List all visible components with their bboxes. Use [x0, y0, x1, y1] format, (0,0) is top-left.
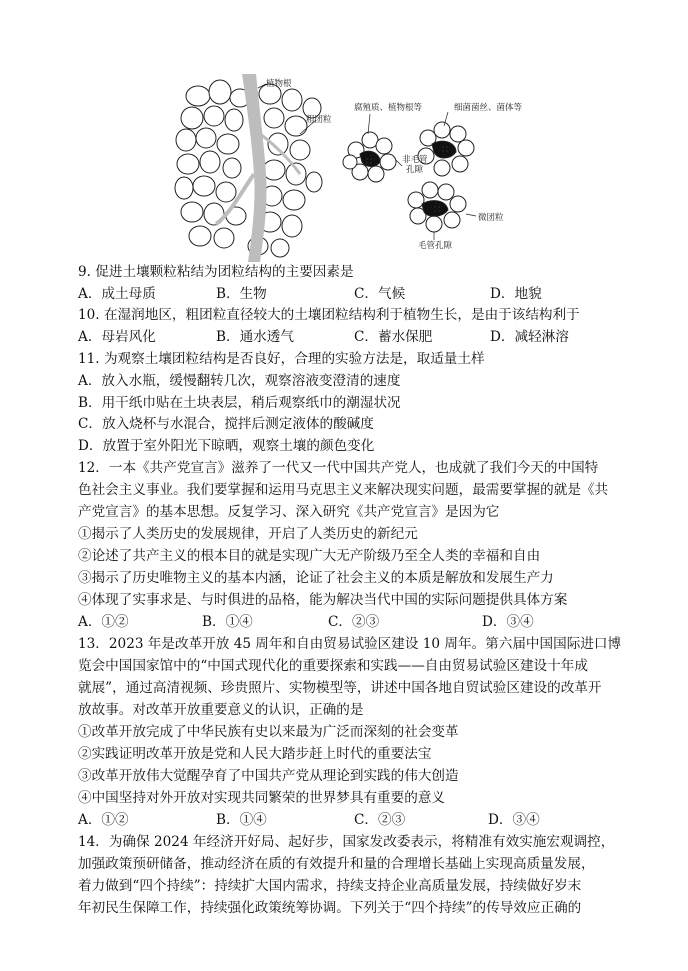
q11-option-d[interactable]: D．放置于室外阳光下晾晒，观察土壤的颜色变化 [78, 438, 375, 454]
q12-item-1: ①揭示了人类历史的发展规律，开启了人类历史的新纪元 [78, 526, 418, 542]
q13-stem-line-4: 放故事。对改革开放重要意义的认识，正确的是 [78, 702, 364, 718]
q13-option-c[interactable]: C．②③ [354, 812, 406, 828]
q9-option-a[interactable]: A．成土母质 [78, 286, 156, 302]
q11-option-b[interactable]: B．用干纸巾贴在土块表层，稍后观察纸巾的潮湿状况 [78, 395, 401, 411]
q11-stem: 11. 为观察土壤团粒结构是否良好，合理的实验方法是，取适量土样 [78, 351, 485, 367]
label-hyphae: 细菌菌丝、菌体等 [454, 103, 523, 113]
q13-option-b[interactable]: B．①④ [216, 812, 267, 828]
micro-aggregate-cluster [343, 122, 474, 232]
label-micro-aggregate: 微团粒 [478, 213, 504, 223]
q12-option-a[interactable]: A．①② [78, 614, 129, 630]
q13-stem-line-3: 就展”，通过高清视频、珍贵照片、实物模型等，讲述中国各地自贸试验区建设的改革开 [78, 680, 602, 696]
q12-option-d[interactable]: D．③④ [482, 614, 534, 630]
q12-option-c[interactable]: C．②③ [328, 614, 380, 630]
label-capillary-pore: 毛管孔隙 [418, 241, 453, 251]
label-humus: 腐殖质、植物根等 [354, 103, 423, 113]
soil-aggregate-diagram [170, 74, 570, 262]
q10-option-a[interactable]: A．母岩风化 [78, 329, 156, 345]
q13-item-3: ③改革开放伟大觉醒孕育了中国共产党从理论到实践的伟大创造 [78, 768, 459, 784]
q13-stem-line-2: 览会中国国家馆中的“中国式现代化的重要探索和实践——自由贸易试验区建设十年成 [78, 658, 588, 674]
q14-stem-line-3: 着力做到“四个持续”：持续扩大国内需求，持续支持企业高质量发展，持续做好岁末 [78, 878, 582, 894]
q10-option-b[interactable]: B．通水透气 [216, 329, 294, 345]
q14-stem-line-1: 14．为确保 2024 年经济开好局、起好步，国家发改委表示，将精准有效实施宏观调控， [78, 834, 615, 850]
q11-option-a[interactable]: A．放入水瓶，缓慢翻转几次，观察溶液变澄清的速度 [78, 373, 401, 389]
q12-option-b[interactable]: B．①④ [202, 614, 253, 630]
q9-stem: 9. 促进土壤颗粒粘结为团粒结构的主要因素是 [78, 264, 354, 280]
q12-item-4: ④体现了实事求是、与时俱进的品格，能为解决当代中国的实际问题提供具体方案 [78, 592, 568, 608]
q9-option-d[interactable]: D．地貌 [490, 286, 542, 302]
q9-option-c[interactable]: C．气候 [354, 286, 406, 302]
label-non-capillary-pore-2: 孔隙 [406, 165, 424, 175]
q12-stem-line-1: 12．一本《共产党宣言》滋养了一代又一代中国共产党人，也成就了我们今天的中国特 [78, 460, 599, 476]
q13-item-4: ④中国坚持对外开放对实现共同繁荣的世界梦具有重要的意义 [78, 790, 446, 806]
label-non-capillary-pore-1: 非毛管 [402, 155, 428, 165]
q10-stem: 10. 在湿润地区，粗团粒直径较大的土壤团粒结构利于植物生长，是由于该结构利于 [78, 307, 580, 323]
label-coarse-aggregate: 粗团粒 [306, 115, 332, 125]
q13-item-1: ①改革开放完成了中华民族有史以来最为广泛而深刻的社会变革 [78, 724, 459, 740]
q10-option-d[interactable]: D．减轻淋溶 [490, 329, 569, 345]
q12-stem-line-3: 产党宣言》的基本思想。反复学习、深入研究《共产党宣言》是因为它 [78, 504, 500, 520]
q12-item-2: ②论述了共产主义的根本目的就是实现广大无产阶级乃至全人类的幸福和自由 [78, 548, 541, 564]
q13-item-2: ②实践证明改革开放是党和人民大踏步赶上时代的重要法宝 [78, 746, 432, 762]
q9-option-b[interactable]: B．生物 [216, 286, 267, 302]
q13-stem-line-1: 13．2023 年是改革开放 45 周年和自由贸易试验区建设 10 周年。第六届中国国际进口博 [78, 636, 622, 652]
q11-option-c[interactable]: C．放入烧杯与水混合，搅拌后测定液体的酸碱度 [78, 416, 374, 432]
label-plant-root: 植物根 [266, 79, 292, 89]
q13-option-a[interactable]: A．①② [78, 812, 129, 828]
q10-option-c[interactable]: C．蓄水保肥 [354, 329, 433, 345]
q13-option-d[interactable]: D．③④ [488, 812, 540, 828]
q14-stem-line-2: 加强政策预研储备，推动经济在质的有效提升和量的合理增长基础上实现高质量发展， [78, 856, 595, 872]
q12-item-3: ③揭示了历史唯物主义的基本内涵，论证了社会主义的本质是解放和发展生产力 [78, 570, 554, 586]
q14-stem-line-4: 年初民生保障工作，持续强化政策统筹协调。下列关于“四个持续”的传导效应正确的 [78, 900, 582, 916]
q12-stem-line-2: 色社会主义事业。我们要掌握和运用马克思主义来解决现实问题，最需要掌握的就是《共 [78, 482, 609, 498]
